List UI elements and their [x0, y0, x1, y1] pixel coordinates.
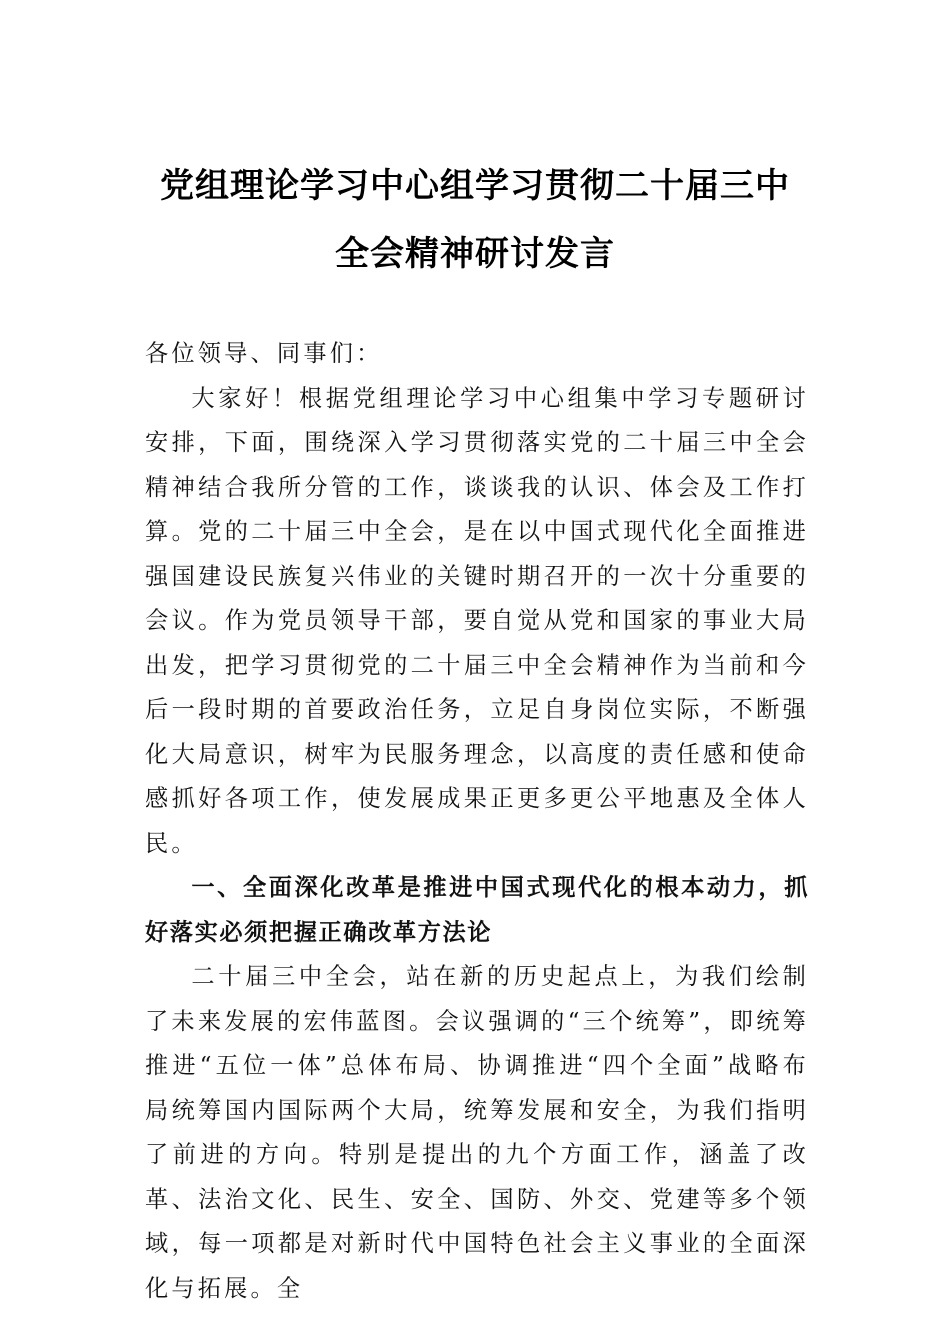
- greeting: 各位领导、同事们：: [145, 340, 383, 367]
- document-body: [145, 332, 809, 1311]
- paragraph-section-1: 二十届三中全会，站在新的历史起点上，为我们绘制了未来发展的宏伟蓝图。会议强调的“三个统筹”，即统筹推进“五位一体”总体布局、协调推进“四个全面”战略布局统筹国内国际两个大局，统筹发展和安全，为我们指明了前进的方向。特别是提出的九个方面工作，涵盖了改革、法治文化、民生、安全、国防、外交、党建等多个领域，每一项都是对新时代中国特色社会主义事业的全面深化与拓展。全: [145, 963, 809, 1302]
- document-title-line-2: 全会精神研讨发言: [335, 234, 615, 274]
- section-heading-1: 一、全面深化改革是推进中国式现代化的根本动力，抓好落实必须把握正确改革方法论: [145, 874, 809, 946]
- paragraph-introduction: 大家好！根据党组理论学习中心组集中学习专题研讨安排，下面，围绕深入学习贯彻落实党的二十届三中全会精神结合我所分管的工作，谈谈我的认识、体会及工作打算。党的二十届三中全会，是在以中国式现代化全面推进强国建设民族复兴伟业的关键时期召开的一次十分重要的会议。作为党员领导干部，要自觉从党和国家的事业大局出发，把学习贯彻党的二十届三中全会精神作为当前和今后一段时期的首要政治任务，立足自身岗位实际，不断强化大局意识，树牢为民服务理念，以高度的责任感和使命感抓好各项工作，使发展成果正更多更公平地惠及全体人民。: [145, 384, 809, 857]
- document-title-line-1: 党组理论学习中心组学习贯彻二十届三中: [160, 166, 790, 206]
